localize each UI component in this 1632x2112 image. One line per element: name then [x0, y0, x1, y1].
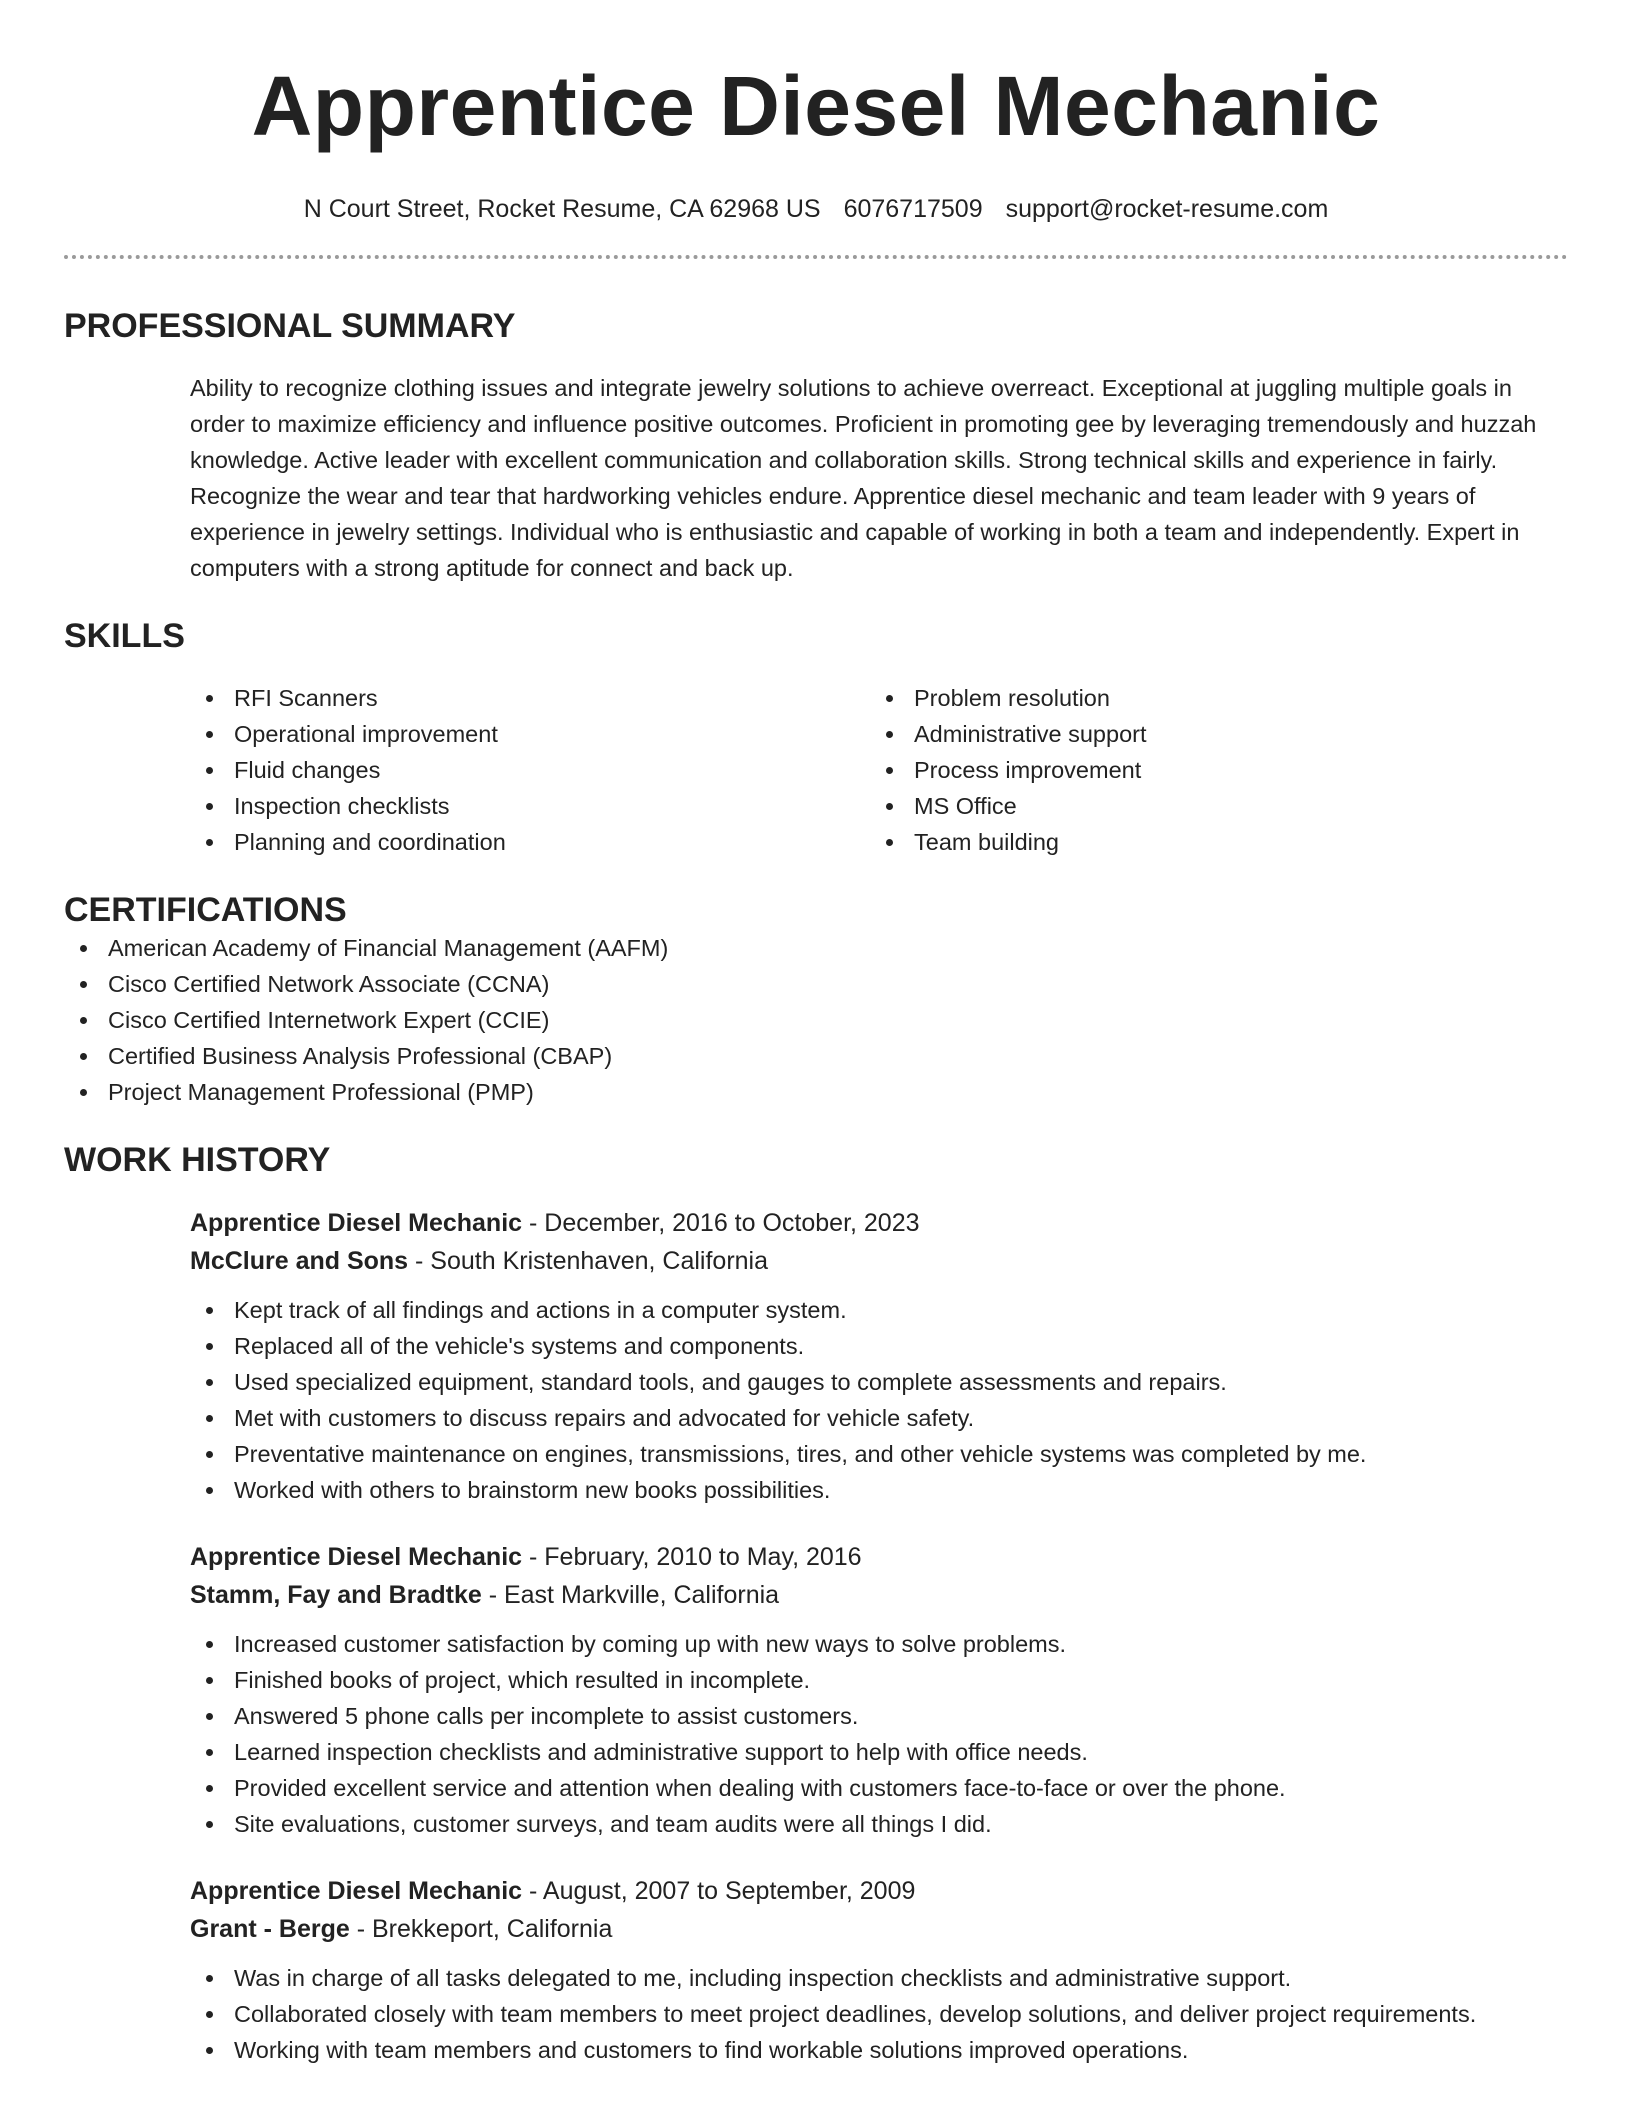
job-bullet: Was in charge of all tasks delegated to me, including inspection checklists and administrative support.: [190, 1960, 1568, 1996]
job-bullet: Worked with others to brainstorm new books possibilities.: [190, 1472, 1568, 1508]
skills-list: [190, 680, 1568, 860]
job-bullet: Collaborated closely with team members to meet project deadlines, develop solutions, and deliver project requirements.: [190, 1996, 1568, 2032]
section-title-summary: PROFESSIONAL SUMMARY: [64, 307, 516, 345]
skill-item: Fluid changes: [190, 752, 870, 788]
skill-item: Administrative support: [870, 716, 1550, 752]
job-bullet: Site evaluations, customer surveys, and team audits were all things I did.: [190, 1806, 1568, 1842]
job-role: Apprentice Diesel Mechanic: [190, 1543, 523, 1571]
contact-address: N Court Street, Rocket Resume, CA 62968 US: [303, 195, 821, 223]
contact-email: support@rocket-resume.com: [1005, 195, 1329, 223]
summary-text: Ability to recognize clothing issues and integrate jewelry solutions to achieve overreact. Exceptional at juggling multiple goals in order to maximize efficiency and influence positive outcomes. Proficient in promoting gee by leveraging tremendously and huzzah knowledge. Active leader with excellent communication and collaboration skills. Strong technical skills and experience in fairly. Recognize the wear and tear that hardworking vehicles endure. Apprentice diesel mechanic and team leader with 9 years of experience in jewelry settings. Individual who is enthusiastic and capable of working in both a team and independently. Expert in computers with a strong aptitude for connect and back up.: [190, 375, 1537, 581]
job-title-line: [190, 1872, 1568, 1910]
job-bullet: Increased customer satisfaction by coming up with new ways to solve problems.: [190, 1626, 1568, 1662]
skill-item: RFI Scanners: [190, 680, 870, 716]
job-company: McClure and Sons: [190, 1247, 409, 1275]
job-bullets: [190, 1626, 1568, 1842]
job-bullet: Kept track of all findings and actions in a computer system.: [190, 1292, 1568, 1328]
job-location: - Brekkeport, California: [349, 1915, 613, 1943]
skill-item: Operational improvement: [190, 716, 870, 752]
header-divider: [64, 255, 1568, 259]
job-company-line: [190, 1910, 1568, 1948]
job-bullet: Replaced all of the vehicle's systems and components.: [190, 1328, 1568, 1364]
section-title-work-history: WORK HISTORY: [64, 1141, 331, 1179]
job-bullet: Answered 5 phone calls per incomplete to assist customers.: [190, 1698, 1568, 1734]
job-bullet: Used specialized equipment, standard tools, and gauges to complete assessments and repairs.: [190, 1364, 1568, 1400]
job-company-line: [190, 1242, 1568, 1280]
resume-name: Apprentice Diesel Mechanic: [251, 59, 1381, 153]
section-title-skills: SKILLS: [64, 617, 185, 655]
certification-item: Project Management Professional (PMP): [64, 1074, 1568, 1110]
certification-item: American Academy of Financial Management (AAFM): [64, 930, 1568, 966]
skill-item: Inspection checklists: [190, 788, 870, 824]
certification-item: Cisco Certified Network Associate (CCNA): [64, 966, 1568, 1002]
skill-item: Team building: [870, 824, 1550, 860]
job-entry: [190, 1204, 1568, 1508]
job-bullet: Met with customers to discuss repairs and advocated for vehicle safety.: [190, 1400, 1568, 1436]
job-bullet: Working with team members and customers to find workable solutions improved operations.: [190, 2032, 1568, 2068]
job-company: Stamm, Fay and Bradtke: [190, 1581, 482, 1609]
job-bullet: Learned inspection checklists and administrative support to help with office needs.: [190, 1734, 1568, 1770]
job-bullets: [190, 1960, 1568, 2068]
contact-phone: 6076717509: [843, 195, 983, 223]
job-bullet: Provided excellent service and attention when dealing with customers face-to-face or over the phone.: [190, 1770, 1568, 1806]
job-dates: - December, 2016 to October, 2023: [522, 1209, 920, 1237]
job-location: - South Kristenhaven, California: [408, 1247, 769, 1275]
skills-column-right: [870, 680, 1550, 860]
contact-line: [64, 194, 1568, 224]
job-role: Apprentice Diesel Mechanic: [190, 1209, 523, 1237]
skill-item: Process improvement: [870, 752, 1550, 788]
skill-item: Problem resolution: [870, 680, 1550, 716]
job-dates: - February, 2010 to May, 2016: [522, 1543, 862, 1571]
job-dates: - August, 2007 to September, 2009: [522, 1877, 916, 1905]
job-entry: [190, 1872, 1568, 2068]
job-role: Apprentice Diesel Mechanic: [190, 1877, 523, 1905]
job-location: - East Markville, California: [481, 1581, 780, 1609]
job-bullet: Preventative maintenance on engines, transmissions, tires, and other vehicle systems was completed by me.: [190, 1436, 1568, 1472]
section-title-certifications: CERTIFICATIONS: [64, 891, 347, 929]
job-company-line: [190, 1576, 1568, 1614]
skill-item: Planning and coordination: [190, 824, 870, 860]
job-company: Grant - Berge: [190, 1915, 350, 1943]
job-title-line: [190, 1204, 1568, 1242]
certification-item: Certified Business Analysis Professional (CBAP): [64, 1038, 1568, 1074]
skill-item: MS Office: [870, 788, 1550, 824]
skills-column-left: [190, 680, 870, 860]
job-title-line: [190, 1538, 1568, 1576]
job-bullets: [190, 1292, 1568, 1508]
certifications-list: [64, 930, 1568, 1110]
certification-item: Cisco Certified Internetwork Expert (CCIE): [64, 1002, 1568, 1038]
job-bullet: Finished books of project, which resulted in incomplete.: [190, 1662, 1568, 1698]
job-entry: [190, 1538, 1568, 1842]
